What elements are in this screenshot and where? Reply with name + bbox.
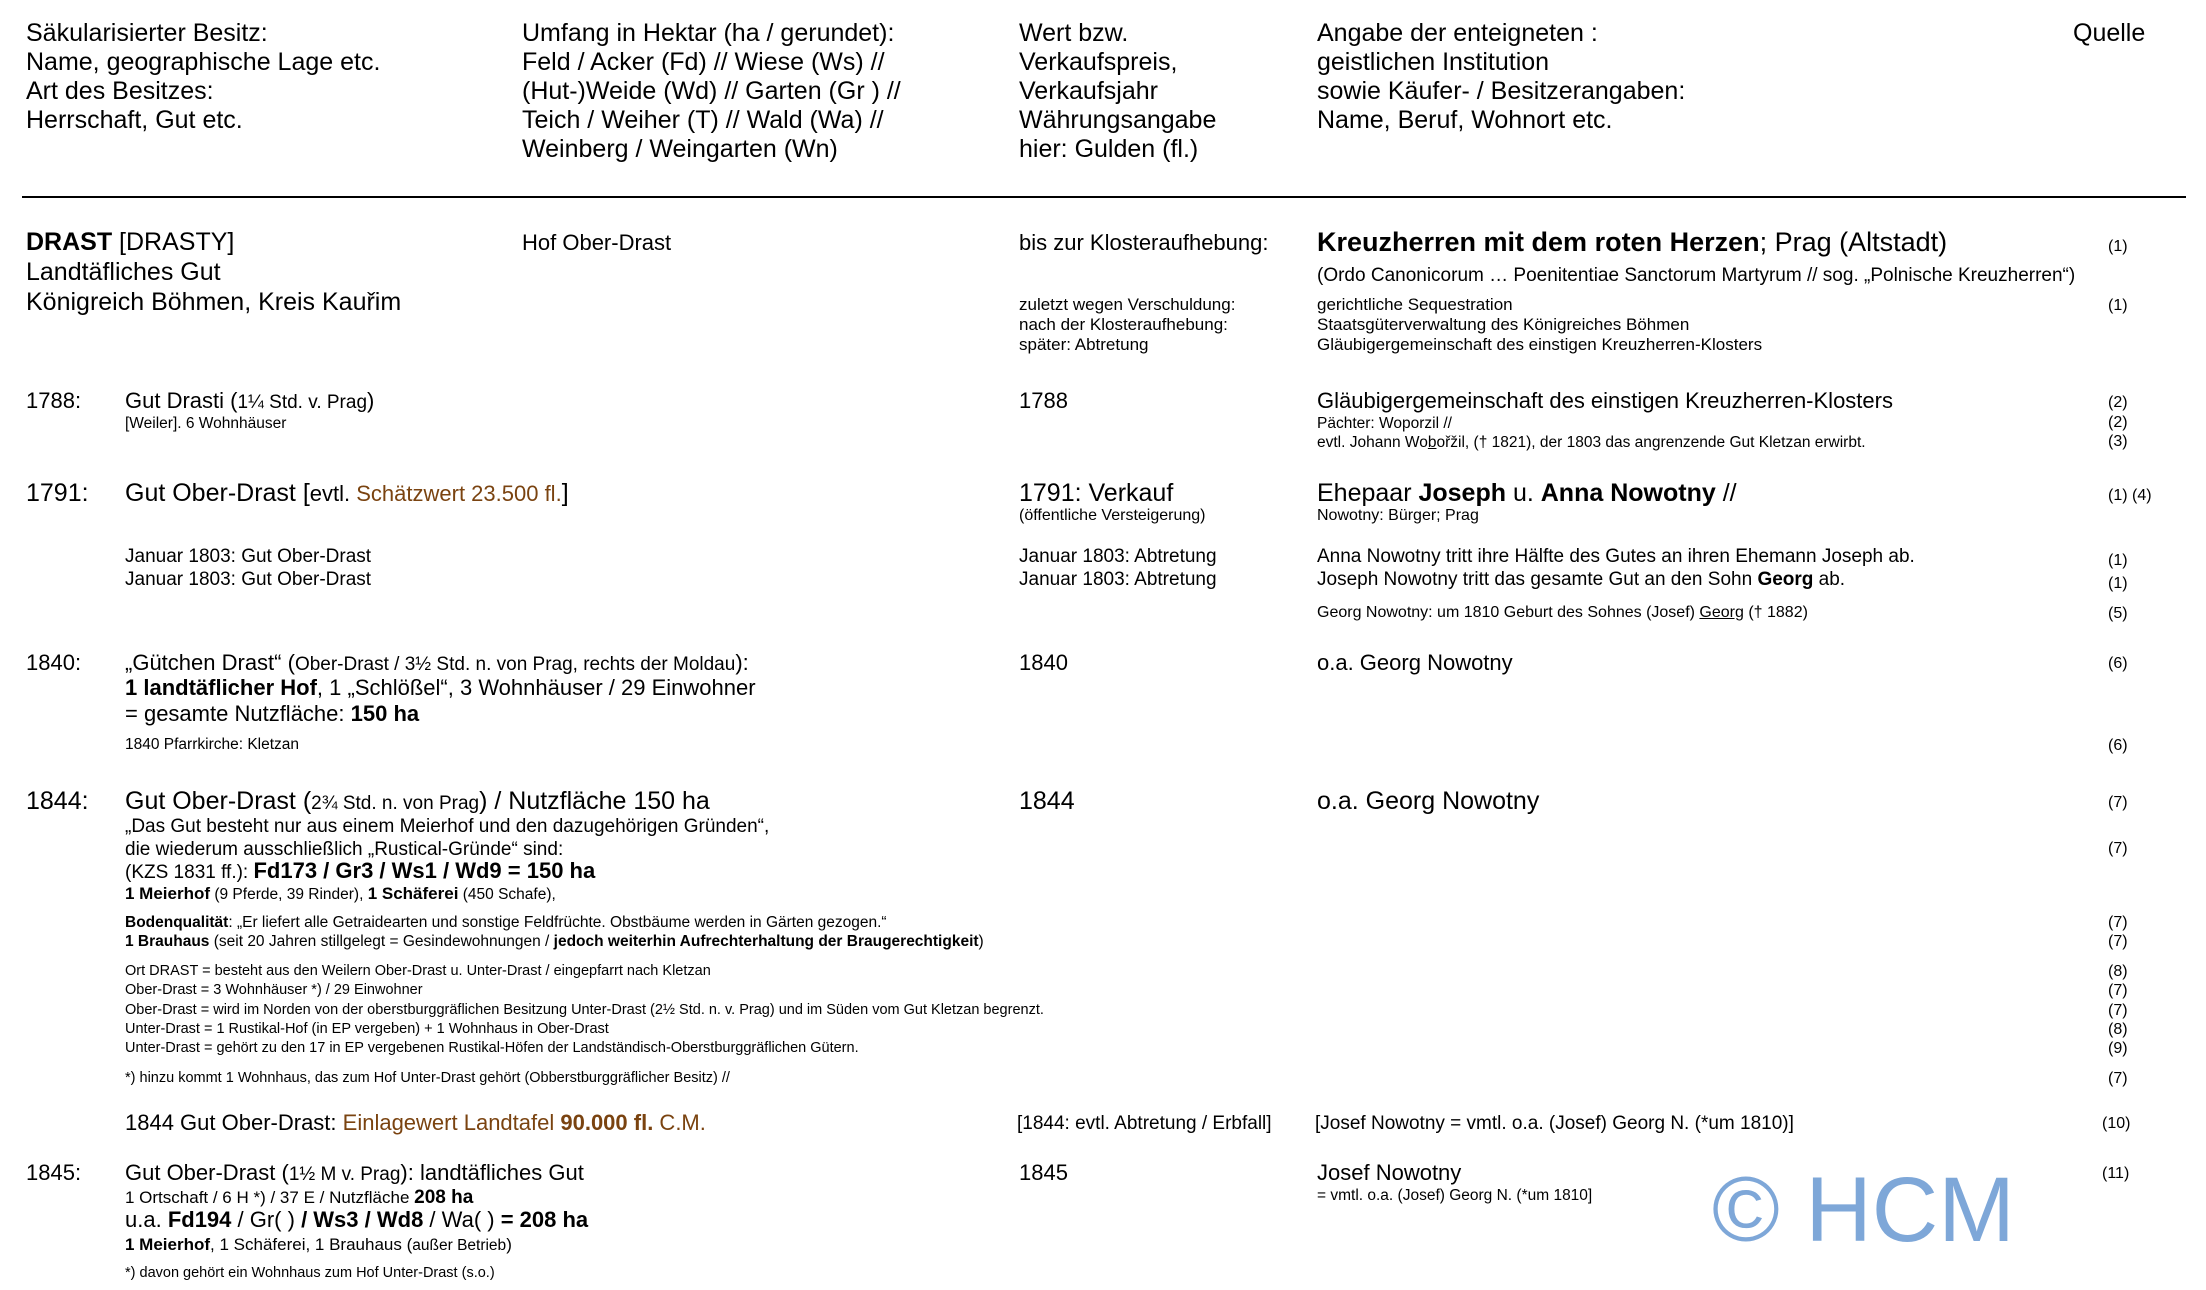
entry-main	[125, 675, 756, 701]
late-value: gerichtliche Sequestration	[1317, 295, 1513, 314]
entry-main	[125, 701, 419, 727]
year-label: 1844:	[26, 787, 89, 815]
text: u.a.	[125, 1207, 168, 1232]
year-label: 1840:	[26, 650, 82, 675]
text: Ober-Drast / 3½ Std. n. von Prag, rechts der Moldau	[294, 654, 736, 675]
entry-brewery	[125, 932, 984, 951]
source-ref: (7)	[2108, 840, 2128, 857]
text: Fd194	[167, 1207, 232, 1232]
entry-owner: [Josef Nowotny = vmtl. o.a. (Josef) Georg N. (*um 1810)]	[1315, 1113, 1794, 1134]
late-value: Gläubigergemeinschaft des einstigen Kreuzherren-Klosters	[1317, 335, 1763, 354]
text: „Gütchen Drast“ (	[125, 650, 295, 675]
header-text: Feld / Acker (Fd) // Wiese (Ws) //	[522, 48, 885, 76]
header-text: sowie Käufer- / Besitzerangaben:	[1317, 77, 1686, 105]
text: 150 ha	[350, 701, 420, 726]
text: Einlagewert Landtafel	[342, 1110, 561, 1135]
text: Januar 1803: Abtretung	[1019, 546, 1217, 567]
text: Fd173 / Gr3 / Ws1 / Wd9 = 150 ha	[253, 858, 596, 883]
text: 1 Meierhof	[125, 884, 211, 903]
text: Bodenqualität	[125, 914, 229, 931]
place-line: Ort DRAST = besteht aus den Weilern Ober-Drast u. Unter-Drast / eingepfarrt nach Kletzan	[125, 963, 711, 979]
source-ref: (7)	[2108, 914, 2128, 931]
property-region: Königreich Böhmen, Kreis Kauřim	[26, 288, 402, 316]
source-ref: (2)	[2108, 413, 2128, 431]
text: 1 Ortschaft / 6 H *) / 37 E / Nutzfläche	[125, 1188, 415, 1207]
entry-owner-note: Nowotny: Bürger; Prag	[1317, 507, 1479, 524]
text	[1317, 568, 1915, 591]
text: Georg Nowotny: um 1810 Geburt des Sohnes (Josef)	[1317, 604, 1700, 621]
source-refs	[2108, 962, 2128, 1058]
entry-main	[125, 1110, 706, 1136]
text: ořžil, († 1821), der 1803 das angrenzende Gut Kletzan erwirbt.	[1436, 434, 1866, 451]
place-line: Ober-Drast = 3 Wohnhäuser *) / 29 Einwohner	[125, 982, 423, 999]
source-ref: (9)	[2108, 1040, 2128, 1058]
source-refs	[2108, 549, 2128, 595]
year-label: 1845:	[26, 1160, 82, 1185]
text: 1 Schäferei	[367, 884, 459, 903]
owner-order-note: (Ordo Canonicorum … Poenitentiae Sanctorum Martyrum // sog. „Polnische Kreuzherren“)	[1317, 265, 2076, 286]
owner-name: Joseph	[1418, 479, 1506, 507]
text: evtl. Johann Wo	[1317, 434, 1428, 451]
text: 1½ M v. Prag	[288, 1164, 401, 1185]
text: = 208 ha	[500, 1207, 589, 1232]
entry-main	[125, 1186, 473, 1209]
text: (9 Pferde, 39 Rinder),	[210, 886, 368, 903]
source-refs	[2108, 913, 2128, 951]
source-ref: (7)	[2108, 794, 2128, 811]
source-ref: (5)	[2108, 605, 2128, 622]
text: 1844 Gut Ober-Drast:	[125, 1110, 343, 1135]
text: Januar 1803: Gut Ober-Drast	[125, 569, 372, 590]
year-label: 1788:	[26, 388, 82, 413]
place-line: Ober-Drast = wird im Norden von der oberstburggräflichen Besitzung Unter-Drast (2½ Std. n. v. Prag) und im Süden vom Gut Kletzan begrenzt.	[125, 1001, 1044, 1018]
text: Ehepaar	[1317, 479, 1419, 507]
entry-owner-note: = vmtl. o.a. (Josef) Georg N. (*um 1810]	[1317, 1187, 1593, 1204]
text: b	[1427, 434, 1437, 451]
text: )	[367, 388, 375, 413]
owner-rest: ; Prag (Altstadt)	[1759, 227, 1948, 257]
entry-buildings	[125, 884, 556, 904]
source-ref: (8)	[2108, 1020, 2128, 1038]
text: = gesamte Nutzfläche:	[125, 701, 351, 726]
owner-bold: Kreuzherren mit dem roten Herzen	[1317, 227, 1760, 257]
text: 1 landtäflicher Hof	[125, 675, 317, 700]
property-name-bold: DRAST	[26, 228, 113, 256]
original-owner	[1317, 226, 1947, 258]
until-label: bis zur Klosteraufhebung:	[1019, 230, 1269, 255]
text: Anna Nowotny tritt ihre Hälfte des Gutes an ihren Ehemann Joseph ab.	[1317, 546, 1915, 567]
late-values	[1317, 295, 1762, 355]
text: Georg	[1699, 604, 1744, 621]
text: //	[1715, 479, 1737, 507]
entry-main	[125, 650, 749, 676]
source-ref: (6)	[2108, 655, 2128, 672]
source-ref: (7)	[2108, 1070, 2128, 1087]
late-label: zuletzt wegen Verschuldung:	[1019, 295, 1236, 314]
header-text: Herrschaft, Gut etc.	[26, 106, 243, 134]
text: , 1 Schäferei, 1 Brauhaus (	[210, 1235, 413, 1254]
text: 2¾ Std. n. von Prag	[311, 793, 480, 814]
text: ab.	[1813, 569, 1846, 590]
source-ref: (1)	[2108, 297, 2128, 314]
header-text: Weinberg / Weingarten (Wn)	[522, 135, 838, 163]
header-col-value	[1019, 19, 1216, 164]
text: ]	[561, 479, 569, 507]
text: Januar 1803: Abtretung	[1019, 569, 1217, 590]
late-label: später: Abtretung	[1019, 335, 1149, 354]
text: Joseph Nowotny tritt das gesamte Gut an den Sohn	[1317, 569, 1758, 590]
header-col-property	[26, 19, 380, 135]
source-ref: (1)	[2108, 552, 2128, 569]
text: )	[506, 1235, 512, 1254]
entry-owner-note	[1317, 603, 1808, 622]
header-col-owner	[1317, 19, 1685, 135]
entry-main	[125, 388, 374, 414]
entry-area	[125, 1207, 588, 1233]
text: 1 Brauhaus	[125, 933, 210, 950]
header-text: (Hut-)Weide (Wd) // Garten (Gr ) //	[522, 77, 901, 105]
header-text: Angabe der enteigneten :	[1317, 19, 1598, 47]
entry-main	[125, 479, 569, 508]
source-ref: (1) (4)	[2108, 487, 2152, 504]
text: ):	[735, 650, 749, 675]
entry-value	[1019, 545, 1217, 591]
header-text: Verkaufsjahr	[1019, 77, 1158, 105]
source-ref: (6)	[2108, 737, 2128, 754]
entry-quote: die wiederum ausschließlich „Rustical-Gründe“ sind:	[125, 839, 564, 860]
text: Gut Ober-Drast [	[125, 479, 310, 507]
year-label: 1791:	[26, 479, 89, 507]
entry-owner: o.a. Georg Nowotny	[1317, 650, 1513, 675]
header-text: Teich / Weiher (T) // Wald (Wa) //	[522, 106, 884, 134]
header-text: Säkularisierter Besitz:	[26, 19, 268, 47]
text: Gut Ober-Drast (	[125, 787, 312, 815]
header-divider	[22, 196, 2186, 198]
property-name-alt: [DRASTY]	[112, 228, 235, 256]
entry-quote: „Das Gut besteht nur aus einem Meierhof und den dazugehörigen Gründen“,	[125, 816, 770, 837]
header-col-extent	[522, 19, 901, 164]
entry-owner	[1317, 479, 1737, 508]
header-text: Name, Beruf, Wohnort etc.	[1317, 106, 1613, 134]
text: 1 Meierhof	[125, 1235, 211, 1254]
entry-value: 1844	[1019, 787, 1075, 815]
text: evtl.	[309, 481, 357, 506]
source-ref: (7)	[2108, 982, 2128, 1000]
place-line: Unter-Drast = 1 Rustikal-Hof (in EP vergeben) + 1 Wohnhaus in Ober-Drast	[125, 1020, 609, 1037]
source-ref: (1)	[2108, 238, 2128, 255]
entry-soil	[125, 913, 887, 932]
entry-value: 1791: Verkauf	[1019, 479, 1174, 507]
entry-owner	[1317, 545, 1915, 591]
entry-main	[125, 787, 710, 816]
text: Gut Ober-Drast (	[125, 1160, 289, 1185]
text: 208 ha	[414, 1187, 474, 1208]
text: : „Er liefert alle Getraidearten und sonstige Feldfrüchte. Obstbäume werden in Gärten gezogen.“	[228, 914, 887, 931]
entry-value-note: (öffentliche Versteigerung)	[1019, 507, 1206, 524]
entry-footnote: *) hinzu kommt 1 Wohnhaus, das zum Hof Unter-Drast gehört (Obberstburggräflicher Besitz) //	[125, 1070, 730, 1086]
text: / Wa( )	[423, 1207, 501, 1232]
source-ref: (3)	[2108, 433, 2128, 450]
text: jedoch weiterhin Aufrechterhaltung der Braugerechtigkeit	[553, 933, 979, 950]
entry-value: 1788	[1019, 388, 1068, 413]
estimate-value: Schätzwert 23.500 fl.	[356, 481, 562, 506]
property-name	[26, 228, 234, 257]
entry-owner: o.a. Georg Nowotny	[1317, 787, 1540, 815]
source-ref: (11)	[2102, 1165, 2130, 1182]
entry-main	[125, 545, 371, 591]
text: 1¼ Std. v. Prag	[237, 392, 368, 413]
text: (seit 20 Jahren stillgelegt = Gesindewohnungen /	[209, 933, 554, 950]
property-type: Landtäfliches Gut	[26, 258, 221, 286]
text: außer Betrieb	[412, 1237, 507, 1254]
source-ref: (7)	[2108, 1001, 2128, 1019]
header-col-source: Quelle	[2073, 19, 2146, 47]
entry-owner: Gläubigergemeinschaft des einstigen Kreuzherren-Klosters	[1317, 388, 1893, 413]
entry-buildings	[125, 1235, 512, 1255]
text: (450 Schafe),	[458, 886, 556, 903]
estimate-value: 90.000 fl.	[560, 1110, 654, 1135]
header-text: Art des Besitzes:	[26, 77, 214, 105]
owner-name: Georg	[1757, 569, 1814, 590]
entry-note: 1840 Pfarrkirche: Kletzan	[125, 736, 300, 753]
text: C.M.	[653, 1110, 706, 1135]
text: Gut Drasti (	[125, 388, 238, 413]
entry-main	[125, 1160, 584, 1186]
late-labels	[1019, 295, 1235, 355]
text: / Gr( )	[231, 1207, 302, 1232]
text: , 1 „Schlößel“, 3 Wohnhäuser / 29 Einwohner	[316, 675, 756, 700]
text: ) / Nutzfläche 150 ha	[479, 787, 710, 815]
place-line: Unter-Drast = gehört zu den 17 in EP vergebenen Rustikal-Höfen der Landständisch-Oberstburggräflichen Gütern.	[125, 1040, 859, 1057]
entry-owner-note	[1317, 433, 1866, 452]
header-text: Umfang in Hektar (ha / gerundet):	[522, 19, 895, 47]
text: (KZS 1831 ff.):	[125, 862, 254, 883]
text: († 1882)	[1743, 604, 1808, 621]
entry-value: [1844: evtl. Abtretung / Erbfall]	[1017, 1113, 1272, 1134]
late-value: Staatsgüterverwaltung des Königreiches Böhmen	[1317, 315, 1690, 334]
header-text: geistlichen Institution	[1317, 48, 1550, 76]
source-ref: (10)	[2102, 1115, 2131, 1132]
text: u.	[1506, 479, 1541, 507]
text: ): landtäfliches Gut	[400, 1160, 584, 1185]
entry-sub: [Weiler]. 6 Wohnhäuser	[125, 415, 287, 432]
source-refs	[2108, 393, 2128, 452]
entry-value: 1845	[1019, 1160, 1068, 1185]
header-text: Verkaufspreis,	[1019, 48, 1178, 76]
copyright-watermark: © HCM	[1712, 1159, 2015, 1261]
hof-label: Hof Ober-Drast	[522, 230, 672, 255]
header-text: Name, geographische Lage etc.	[26, 48, 381, 76]
late-label: nach der Klosteraufhebung:	[1019, 315, 1228, 334]
header-text: Wert bzw.	[1019, 19, 1129, 47]
entry-area	[125, 858, 595, 884]
owner-name: Anna Nowotny	[1540, 479, 1716, 507]
entry-owner: Josef Nowotny	[1317, 1160, 1462, 1185]
entry-value: 1840	[1019, 650, 1068, 675]
text: )	[978, 933, 984, 950]
source-ref: (7)	[2108, 933, 2128, 950]
text: Januar 1803: Gut Ober-Drast	[125, 546, 372, 567]
source-ref: (2)	[2108, 394, 2128, 411]
entry-owner-note: Pächter: Woporzil //	[1317, 415, 1452, 432]
source-ref: (8)	[2108, 963, 2128, 980]
header-text: Währungsangabe	[1019, 106, 1217, 134]
header-text: hier: Gulden (fl.)	[1019, 135, 1199, 163]
source-ref: (1)	[2108, 575, 2128, 592]
entry-place-list	[125, 962, 1044, 1058]
text: / Ws3 / Wd8	[301, 1207, 424, 1232]
entry-footnote: *) davon gehört ein Wohnhaus zum Hof Unter-Drast (s.o.)	[125, 1265, 495, 1281]
